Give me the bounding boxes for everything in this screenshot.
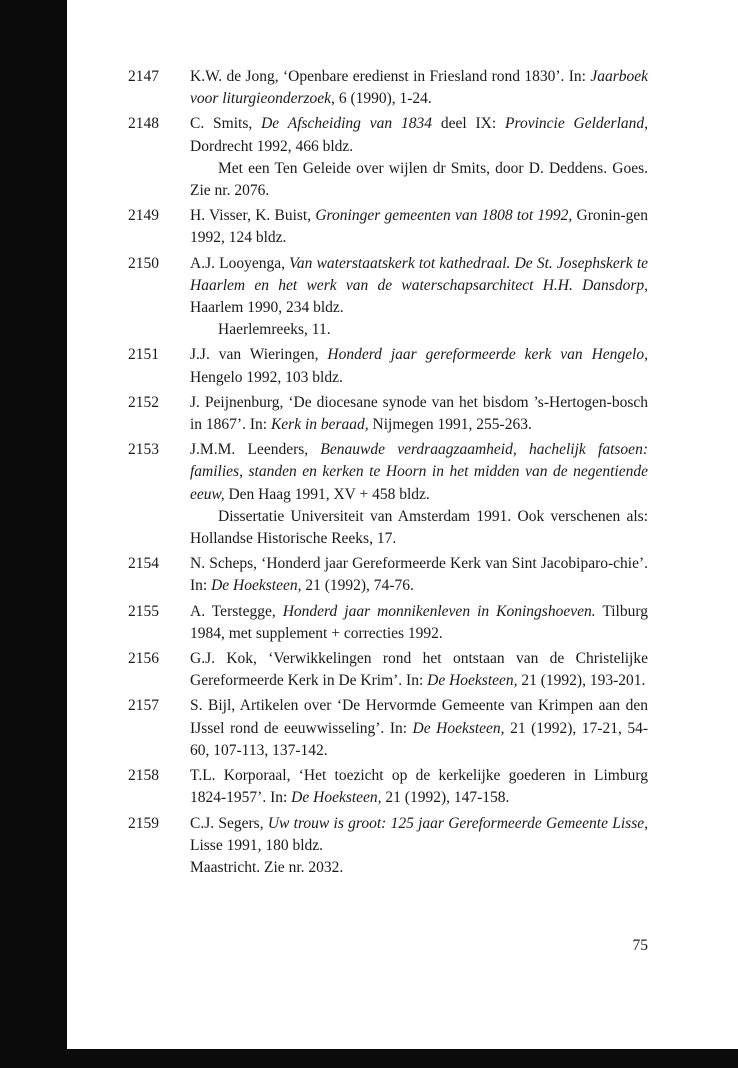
citation-title: De Hoeksteen,	[427, 672, 518, 690]
bibliography-entry	[128, 113, 648, 202]
citation-text: A. Terstegge,	[190, 602, 283, 620]
citation-text: Lisse 1991, 180 bldz.	[190, 836, 324, 854]
entry-number: 2158	[128, 767, 159, 785]
citation-title: Provincie Gelderland,	[505, 115, 649, 133]
bibliography-entry	[128, 553, 648, 597]
citation-text: Den Haag 1991, XV + 458 bldz.	[224, 485, 430, 503]
entry-citation	[190, 66, 648, 110]
citation-text: 21 (1992), 17-21, 54-60, 107-113, 137-142.	[190, 719, 648, 759]
entry-citation	[190, 601, 648, 645]
citation-title: Van waterstaatskerk tot kathedraal. De St. Josephskerk te Haarlem en het werk van de waterschapsarchitect H.H. Dansdorp,	[190, 254, 649, 294]
entry-note: Met een Ten Geleide over wijlen dr Smits, door D. Deddens. Goes. Zie nr. 2076.	[190, 159, 648, 200]
entry-number: 2152	[128, 393, 159, 411]
entry-number: 2151	[128, 346, 159, 364]
citation-text: C.J. Segers,	[190, 814, 268, 832]
entry-text	[190, 695, 648, 762]
citation-title: Kerk in beraad,	[270, 416, 369, 434]
entry-citation	[190, 253, 648, 320]
bibliography-list	[128, 66, 648, 882]
entry-text	[190, 344, 648, 388]
entry-text	[190, 113, 648, 202]
entry-text	[190, 648, 648, 692]
bibliography-entry	[128, 392, 648, 436]
citation-title: De Hoeksteen,	[412, 719, 505, 737]
entry-number: 2154	[128, 555, 159, 573]
bibliography-entry	[128, 813, 648, 880]
bibliography-entry	[128, 439, 648, 550]
entry-citation	[190, 113, 648, 157]
entry-citation	[190, 344, 648, 388]
page-number: 75	[632, 937, 648, 954]
citation-title: Jaarboek voor liturgieonderzoek,	[190, 68, 648, 108]
citation-text: Dordrecht 1992, 466 bldz.	[190, 137, 354, 155]
scan-border-left	[0, 0, 67, 1068]
entry-number: 2149	[128, 207, 159, 225]
entry-number: 2159	[128, 814, 159, 832]
entry-text	[190, 601, 648, 645]
citation-text: C. Smits,	[190, 115, 262, 133]
entry-citation	[190, 695, 648, 762]
entry-number: 2150	[128, 254, 159, 272]
entry-note: Dissertatie Universiteit van Amsterdam 1991. Ook verschenen als: Hollandse Historische Reeks, 17.	[190, 507, 648, 548]
entry-citation	[190, 205, 648, 249]
entry-note: Maastricht. Zie nr. 2032.	[190, 858, 344, 876]
citation-title: Honderd jaar monnikenleven in Koningshoeven.	[282, 602, 596, 620]
entry-text	[190, 765, 648, 809]
bibliography-entry	[128, 253, 648, 342]
citation-text: Hengelo 1992, 103 bldz.	[190, 368, 343, 386]
entry-text	[190, 205, 648, 249]
citation-text: G.J. Kok, ‘Verwikkelingen rond het ontstaan van de Christelijke Gereformeerde Kerk in De Krim’. In:	[190, 650, 648, 690]
citation-text: T.L. Korporaal, ‘Het toezicht op de kerkelijke goederen in Limburg 1824-1957’. In:	[190, 767, 648, 807]
entry-citation	[190, 648, 648, 692]
entry-number: 2153	[128, 441, 159, 459]
citation-text: 6 (1990), 1-24.	[334, 90, 432, 108]
citation-title: De Hoeksteen,	[291, 789, 382, 807]
citation-text: Gronin-gen 1992, 124 bldz.	[190, 207, 649, 247]
entry-number: 2147	[128, 68, 159, 85]
entry-note: Haerlemreeks, 11.	[218, 321, 331, 339]
citation-text: J.M.M. Leenders,	[190, 441, 321, 459]
citation-text: 21 (1992), 74-76.	[301, 577, 414, 595]
citation-text: K.W. de Jong, ‘Openbare eredienst in Friesland rond 1830’. In:	[190, 68, 591, 85]
citation-text: A.J. Looyenga,	[190, 254, 290, 272]
entry-citation	[190, 392, 648, 436]
citation-text: 21 (1992), 147-158.	[381, 789, 510, 807]
entry-text	[190, 66, 648, 110]
citation-title: Uw trouw is groot: 125 jaar Gereformeerde Gemeente Lisse,	[267, 814, 648, 832]
bibliography-entry	[128, 66, 648, 110]
citation-text: Tilburg 1984, met supplement + correcties 1992.	[190, 602, 648, 642]
bibliography-entry	[128, 601, 648, 645]
citation-text: deel IX:	[432, 115, 506, 133]
entry-citation	[190, 813, 648, 857]
bibliography-entry	[128, 695, 648, 762]
citation-text: 21 (1992), 193-201.	[517, 672, 646, 690]
citation-text: J. Peijnenburg, ‘De diocesane synode van het bisdom ’s-Hertogen-bosch in 1867’. In:	[190, 393, 648, 434]
citation-title: Benauwde verdraagzaamheid, hachelijk fatsoen: families, standen en kerken te Hoorn in het midden van de negentiende eeuw,	[190, 441, 648, 503]
entry-text	[190, 553, 648, 597]
citation-title: Honderd jaar gereformeerde kerk van Hengelo,	[327, 346, 648, 364]
entry-number: 2155	[128, 602, 159, 620]
entry-text	[190, 253, 648, 342]
entry-text	[190, 392, 648, 436]
citation-text: N. Scheps, ‘Honderd jaar Gereformeerde Kerk van Sint Jacobiparo-chie’. In:	[190, 555, 648, 595]
bibliography-entry	[128, 648, 648, 692]
bibliography-entry	[128, 205, 648, 249]
scan-border-bottom	[0, 1049, 738, 1068]
citation-title: Groninger gemeenten van 1808 tot 1992,	[315, 207, 573, 225]
entry-number: 2148	[128, 115, 159, 133]
entry-text	[190, 813, 648, 880]
bibliography-entry	[128, 765, 648, 809]
entry-text	[190, 439, 648, 550]
citation-text: Haarlem 1990, 234 bldz.	[190, 299, 344, 317]
entry-number: 2156	[128, 650, 159, 668]
citation-text: Nijmegen 1991, 255-263.	[368, 416, 532, 434]
entry-citation	[190, 439, 648, 506]
entry-citation	[190, 553, 648, 597]
citation-title: De Afscheiding van 1834	[261, 115, 432, 133]
citation-title: De Hoeksteen,	[211, 577, 302, 595]
entry-citation	[190, 765, 648, 809]
citation-text: J.J. van Wieringen,	[190, 346, 328, 364]
bibliography-entry	[128, 344, 648, 388]
entry-number: 2157	[128, 697, 159, 715]
citation-text: S. Bijl, Artikelen over ‘De Hervormde Gemeente van Krimpen aan den IJssel rond de eeuwwisseling’. In:	[190, 697, 648, 737]
citation-text: H. Visser, K. Buist,	[190, 207, 316, 225]
